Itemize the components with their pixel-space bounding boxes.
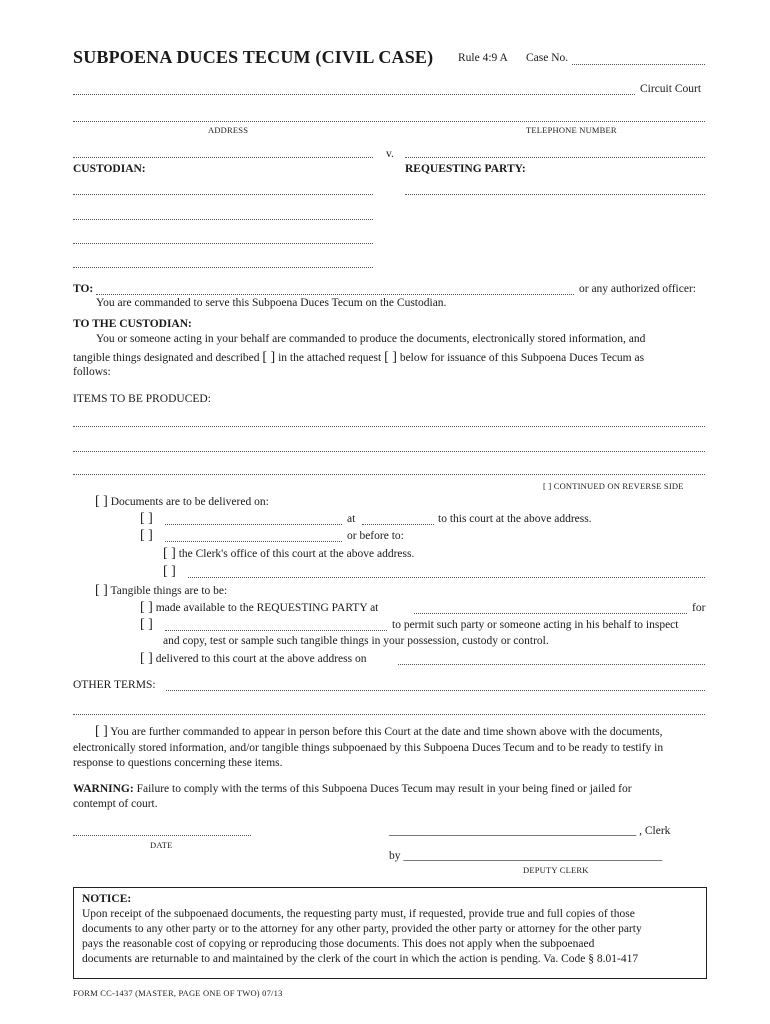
permit-text: to permit such party or someone acting in his behalf to inspect [392,619,679,631]
permit-duration-field[interactable] [165,630,387,631]
other-terms-label: OTHER TERMS: [73,679,156,691]
deputy-clerk-label: DEPUTY CLERK [523,865,589,875]
case-no-field[interactable] [572,64,705,65]
made-available-checkbox[interactable]: [ ] [140,600,153,615]
to-court-text: to this court at the above address. [438,513,592,525]
requesting-party-name-field[interactable] [405,157,705,158]
deliver-to-court-checkbox[interactable]: [ ] [140,511,153,526]
made-available-location-field[interactable] [414,613,687,614]
circuit-court-field[interactable] [73,94,635,95]
notice-line: Upon receipt of the subpoenaed documents, the requesting party must, if requested, provide true and full copies of those [82,908,635,920]
deputy-clerk-signature-line[interactable]: by _____________________________________________ [389,850,663,862]
requesting-party-label: REQUESTING PARTY: [405,163,526,175]
documents-delivered-checkbox[interactable]: [ ] [95,494,108,509]
custodian-instruction-line: follows: [73,366,111,378]
clerk-signature-line[interactable]: ___________________________________________ , Clerk [389,825,671,837]
custodian-address-line[interactable] [73,243,373,244]
tangible-things-checkbox[interactable]: [ ] [95,583,108,598]
made-available-text: made available to the REQUESTING PARTY at [155,602,379,614]
telephone-label: TELEPHONE NUMBER [526,125,617,135]
delivered-court-row [140,651,366,667]
notice-line: documents are returnable to and maintained by the clerk of the court in which the action is pending. Va. Code § 8.01-417 [82,953,639,965]
date-label: DATE [150,840,173,850]
appear-text: You are further commanded to appear in person before this Court at the date and time shown above with the documents, [110,726,663,738]
delivery-date-field[interactable] [165,524,342,525]
copy-text: and copy, test or sample such tangible things in your possession, custody or control. [163,635,549,647]
delivered-court-checkbox[interactable]: [ ] [140,651,153,666]
custodian-label: CUSTODIAN: [73,163,146,175]
for-label: for [692,602,706,614]
items-line[interactable] [73,474,705,475]
form-id: FORM CC-1437 (MASTER, PAGE ONE OF TWO) 07/13 [73,988,283,998]
attached-request-checkbox[interactable]: [ ] [262,350,276,365]
case-no-label: Case No. [526,52,569,64]
notice-heading: NOTICE: [82,893,132,905]
notice-line: pays the reasonable cost of copying or reproducing those documents. This does not apply when the subpoenaed [82,938,595,950]
other-terms-field[interactable] [73,714,705,715]
address-label: ADDRESS [208,125,249,135]
warning-line [73,783,632,795]
tangible-things-row [95,583,227,599]
custodian-address-line[interactable] [73,219,373,220]
serve-command-text: You are commanded to serve this Subpoena Duces Tecum on the Custodian. [96,297,447,309]
versus-label: v. [386,148,394,160]
rule-label: Rule 4:9 A [458,52,508,64]
documents-delivery-row [95,494,269,510]
custodian-instruction-line: You or someone acting in your behalf are commanded to produce the documents, electronically stored information, and [96,333,646,345]
custodian-address-line[interactable] [73,194,373,195]
warning-line: contempt of court. [73,798,158,810]
items-line[interactable] [73,451,705,452]
other-location-checkbox[interactable]: [ ] [163,564,176,579]
warning-label: WARNING: [73,783,134,795]
clerks-office-row [163,546,414,562]
made-available-row [140,600,378,616]
tangible-things-label: Tangible things are to be: [110,585,228,597]
continued-reverse-checkbox[interactable]: [ ] CONTINUED ON REVERSE SIDE [543,481,684,491]
deliver-before-checkbox[interactable]: [ ] [140,528,153,543]
circuit-court-label: Circuit Court [640,83,702,95]
date-field[interactable] [73,835,251,836]
court-address-field[interactable] [73,121,705,122]
clerks-office-checkbox[interactable]: [ ] [163,546,176,561]
other-location-field[interactable] [188,577,705,578]
or-before-text: or before to: [347,530,404,542]
delivery-time-field[interactable] [362,524,434,525]
custodian-instruction-line [73,350,644,366]
delivered-court-date-field[interactable] [398,664,705,665]
custodian-instruction-text: below for issuance of this Subpoena Duces Tecum as [399,352,645,364]
to-label: TO: [73,283,94,295]
documents-delivered-label: Documents are to be delivered on: [110,496,269,508]
appear-in-person-checkbox[interactable]: [ ] [95,724,108,739]
items-line[interactable] [73,426,705,427]
permit-checkbox[interactable]: [ ] [140,617,153,632]
appear-line [95,724,663,740]
warning-text: Failure to comply with the terms of this Subpoena Duces Tecum may result in your being fined or jailed for [136,783,632,795]
officer-text: or any authorized officer: [579,283,696,295]
below-request-checkbox[interactable]: [ ] [384,350,397,365]
custodian-section-heading: TO THE CUSTODIAN: [73,318,192,330]
requesting-party-address-line[interactable] [405,194,705,195]
other-terms-field[interactable] [166,690,705,691]
to-officer-field[interactable] [96,294,574,295]
appear-line: response to questions concerning these items. [73,757,283,769]
clerks-office-text: the Clerk's office of this court at the above address. [178,548,415,560]
custodian-name-field[interactable] [73,157,373,158]
custodian-instruction-text: tangible things designated and described [73,352,260,364]
deliver-before-date-field[interactable] [165,541,342,542]
delivered-court-text: delivered to this court at the above address on [155,653,367,665]
items-heading: ITEMS TO BE PRODUCED: [73,393,211,405]
notice-line: documents to any other party or to the attorney for any other party, provided the other party or attorney for the other party [82,923,642,935]
custodian-address-line[interactable] [73,267,373,268]
custodian-instruction-text: in the attached request [278,352,382,364]
form-title: SUBPOENA DUCES TECUM (CIVIL CASE) [73,47,434,67]
at-label: at [347,513,356,525]
appear-line: electronically stored information, and/or tangible things subpoenaed by this Subpoena Duces Tecum and to be ready to testify in [73,742,664,754]
